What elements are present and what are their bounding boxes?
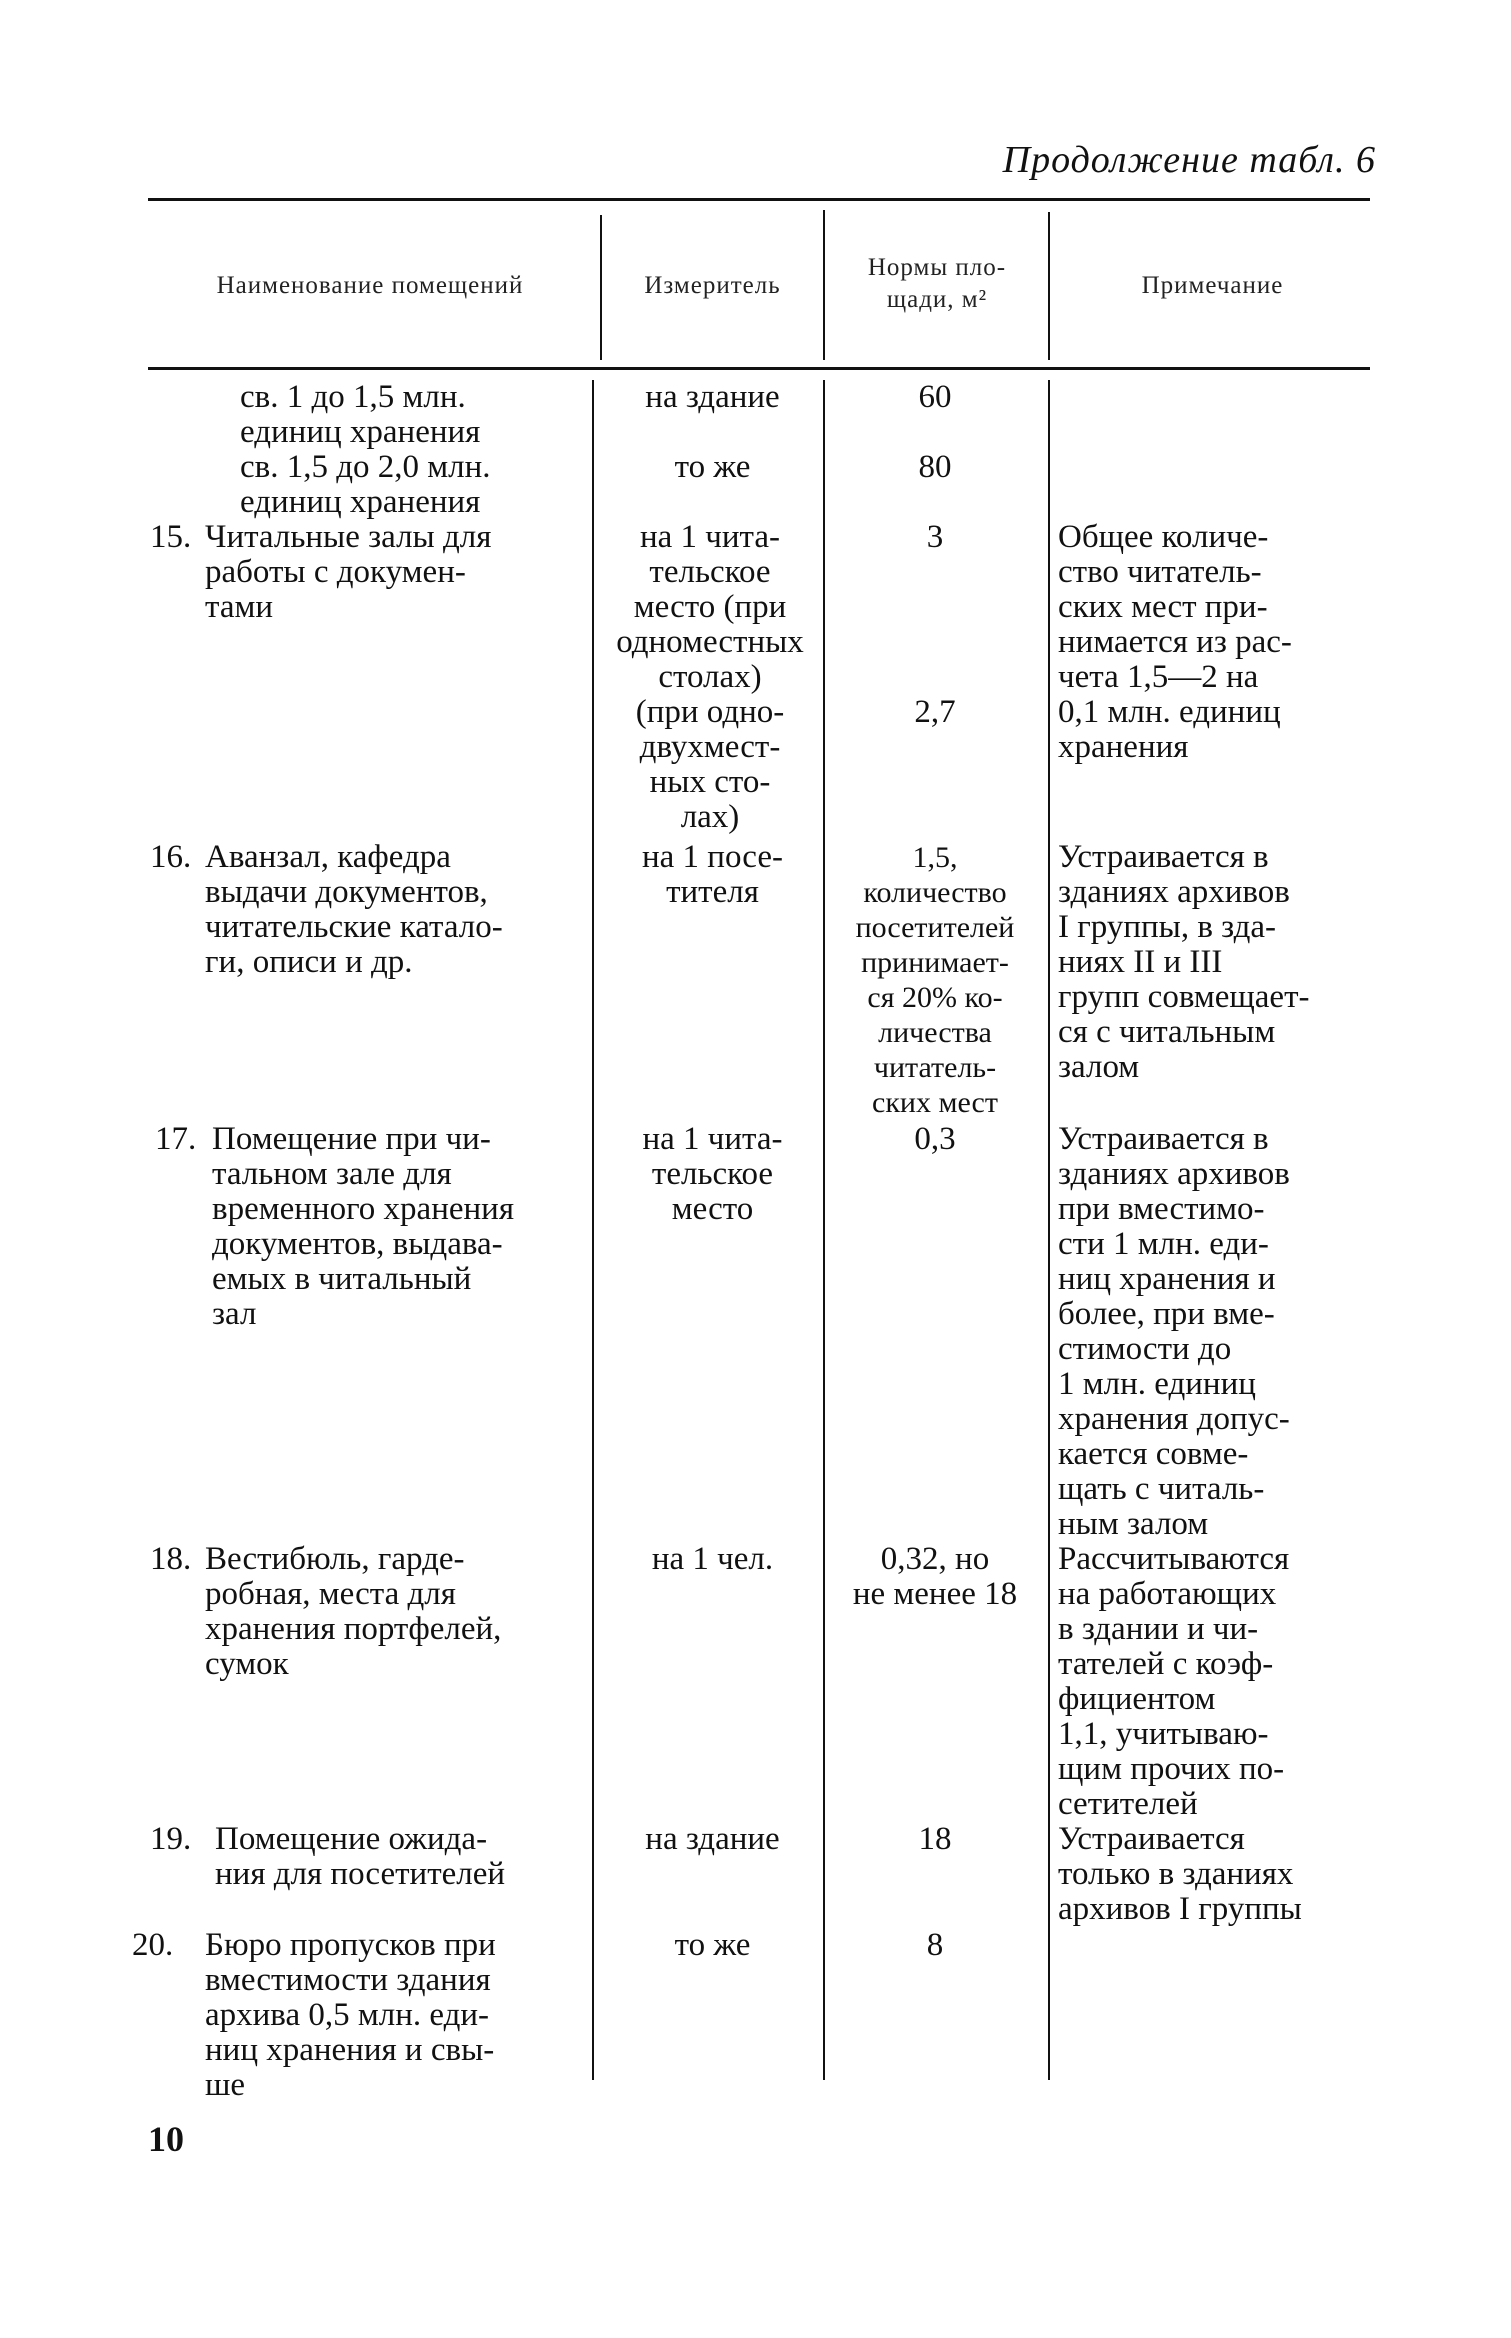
row-unit: то же (674, 449, 751, 485)
row-name: Читальные залы для работы с докумен- тами (205, 519, 492, 625)
row-area: 0,32, но не менее 18 (852, 1541, 1018, 1612)
row-area: 60 (918, 379, 952, 415)
row-area: 1,5, количество посетителей принимает- ся 20% ко- личества читатель- ских мест (855, 841, 1015, 1119)
header-unit: Измеритель (644, 272, 781, 299)
table-header-rule (148, 367, 1370, 370)
column-divider-3 (1048, 212, 1050, 360)
row-area: 18 (918, 1821, 952, 1857)
row-number: 20. (132, 1927, 174, 1963)
row-name: Помещение при чи- тальном зале для временного хранения документов, выдава- емых в читальный зал (212, 1121, 514, 1332)
row-note: Устраивается в зданиях архивов при вместимо- сти 1 млн. еди- ниц хранения и более, при вме- стимости до 1 млн. единиц хранения допус- кается совме- щать с читаль- ным залом (1058, 1121, 1290, 1542)
column-divider-2 (823, 210, 825, 360)
row-note: Устраивается только в зданиях архивов I группы (1058, 1821, 1302, 1927)
row-unit: (при одно- двухмест- ных сто- лах) (635, 694, 785, 835)
row-name: Бюро пропусков при вместимости здания архива 0,5 млн. еди- ниц хранения и свы- ше (205, 1927, 496, 2103)
column-divider-1 (600, 215, 602, 360)
header-note: Примечание (1141, 272, 1284, 299)
row-unit: на 1 чита- тельское место (при одноместных столах) (616, 519, 804, 695)
header-area: Нормы пло- щади, м² (867, 254, 1007, 313)
row-area: 2,7 (914, 694, 956, 730)
row-unit: на 1 чел. (651, 1541, 774, 1577)
row-number: 15. (150, 519, 192, 555)
row-name: Аванзал, кафедра выдачи документов, читательские катало- ги, описи и др. (205, 839, 503, 980)
row-area: 0,3 (914, 1121, 956, 1157)
row-note: Общее количе- ство читатель- ских мест при- нимается из рас- чета 1,5—2 на 0,1 млн. единиц хранения (1058, 519, 1292, 765)
row-unit: на здание (645, 379, 780, 415)
row-name: Помещение ожида- ния для посетителей (215, 1821, 506, 1892)
row-unit: на здание (645, 1821, 780, 1857)
table-top-rule (148, 198, 1370, 201)
page-number: 10 (148, 2119, 184, 2159)
column-divider-3-body (1048, 380, 1050, 2080)
row-area: 80 (918, 449, 952, 485)
row-number: 16. (150, 839, 192, 875)
row-name: св. 1,5 до 2,0 млн. единиц хранения (240, 449, 491, 520)
row-area: 8 (926, 1927, 944, 1963)
row-number: 18. (150, 1541, 192, 1577)
row-unit: на 1 посе- тителя (642, 839, 783, 910)
row-unit: на 1 чита- тельское место (642, 1121, 783, 1227)
row-name: Вестибюль, гарде- робная, места для хранения портфелей, сумок (205, 1541, 502, 1682)
row-unit: то же (674, 1927, 751, 1963)
column-divider-1-body (592, 380, 594, 2080)
header-name: Наименование помещений (216, 272, 524, 299)
table-continuation-caption: Продолжение табл. 6 (1002, 139, 1376, 181)
row-number: 17. (155, 1121, 197, 1157)
row-note: Устраивается в зданиях архивов I группы, в зда- ниях II и III групп совмещает- ся с читальным залом (1058, 839, 1310, 1085)
row-note: Рассчитываются на работающих в здании и чи- тателей с коэф- фициентом 1,1, учитываю- щим прочих по- сетителей (1058, 1541, 1290, 1822)
row-area: 3 (926, 519, 944, 555)
row-name: св. 1 до 1,5 млн. единиц хранения (240, 379, 481, 450)
row-number: 19. (150, 1821, 192, 1857)
